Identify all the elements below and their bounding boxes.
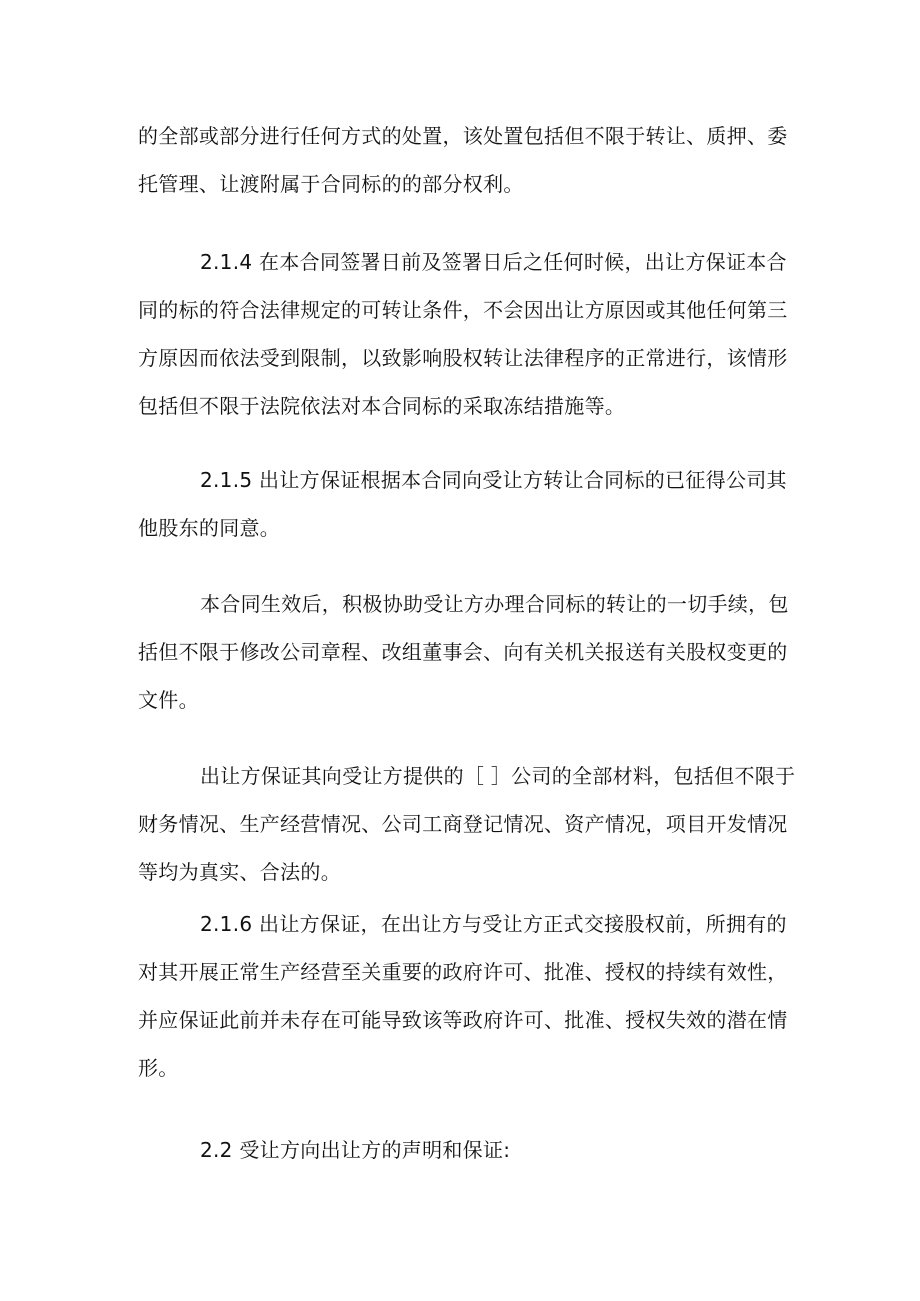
- paragraph-line: 出让方保证其向受让方提供的［ ］公司的全部材料，包括但不限于: [200, 764, 796, 788]
- paragraph-line: 托管理、让渡附属于合同标的的部分权利。: [138, 172, 524, 196]
- paragraph-line: 对其开展正常生产经营至关重要的政府许可、批准、授权的持续有效性，: [138, 960, 788, 984]
- paragraph-line: 括但不限于修改公司章程、改组董事会、向有关机关报送有关股权变更的: [138, 640, 788, 664]
- paragraph-line: 本合同生效后，积极协助受让方办理合同标的转让的一切手续，包: [200, 592, 789, 616]
- paragraph-line: 并应保证此前并未存在可能导致该等政府许可、批准、授权失效的潜在情: [138, 1008, 788, 1032]
- paragraph-line: 方原因而依法受到限制，以致影响股权转让法律程序的正常进行，该情形: [138, 346, 788, 370]
- paragraph-line: 他股东的同意。: [138, 516, 281, 540]
- paragraph-line: 等均为真实、合法的。: [138, 860, 341, 884]
- paragraph-line: 2.1.5 出让方保证根据本合同向受让方转让合同标的已征得公司其: [200, 468, 787, 492]
- paragraph-line: 的全部或部分进行任何方式的处置，该处置包括但不限于转让、质押、委: [138, 124, 788, 148]
- section-heading: 2.2 受让方向出让方的声明和保证:: [200, 1138, 511, 1162]
- paragraph-line: 2.1.4 在本合同签署日前及签署日后之任何时候，出让方保证本合: [200, 250, 787, 274]
- paragraph-line: 2.1.6 出让方保证，在出让方与受让方正式交接股权前，所拥有的: [200, 912, 787, 936]
- paragraph-line: 形。: [138, 1056, 179, 1080]
- paragraph-line: 同的标的符合法律规定的可转让条件，不会因出让方原因或其他任何第三: [138, 298, 788, 322]
- paragraph-line: 财务情况、生产经营情况、公司工商登记情况、资产情况，项目开发情况: [138, 812, 788, 836]
- paragraph-line: 文件。: [138, 688, 199, 712]
- paragraph-line: 包括但不限于法院依法对本合同标的采取冻结措施等。: [138, 394, 626, 418]
